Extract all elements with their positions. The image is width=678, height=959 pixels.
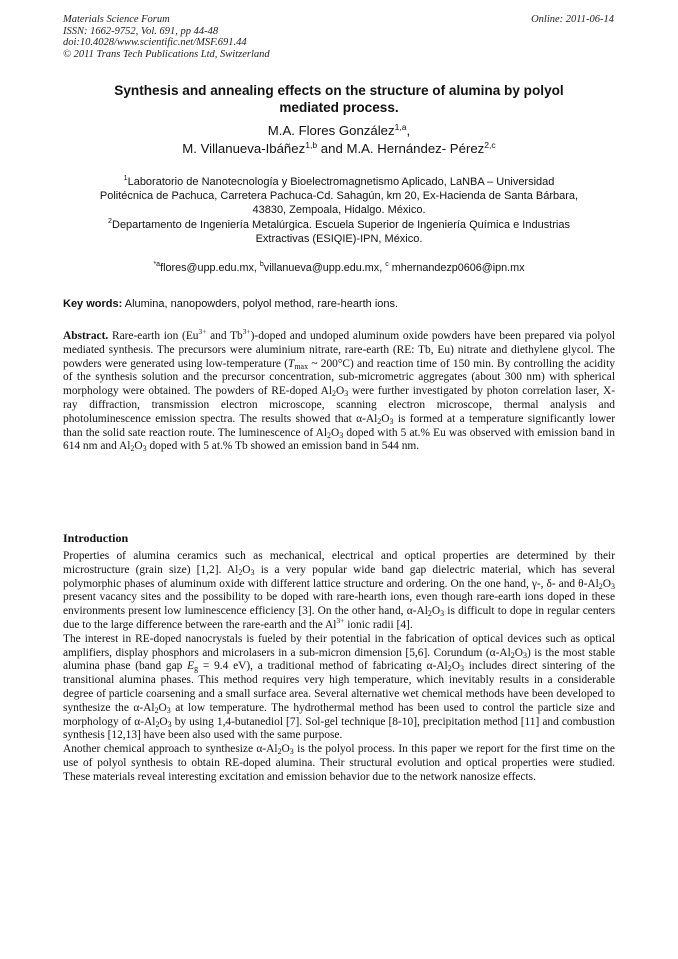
doi-line: doi:10.4028/www.scientific.net/MSF.691.44: [63, 37, 247, 48]
paper-title: [63, 82, 615, 116]
affiliation-1-line-3: 43830, Zempoala, Hidalgo. México.: [252, 204, 426, 217]
author-2: M. Villanueva-Ibáñez: [182, 141, 306, 156]
affiliations: [63, 175, 615, 246]
journal-header: [63, 14, 270, 60]
abstract-label: Abstract.: [63, 330, 109, 342]
online-date: Online: 2011-06-14: [531, 14, 614, 25]
affiliation-1-line-2: Politécnica de Pachuca, Carretera Pachuca-Cd. Sahagún, km 20, Ex-Hacienda de Santa Bárbara,: [99, 190, 579, 203]
author-3: M.A. Hernández- Pérez: [346, 141, 485, 156]
keywords: [63, 297, 615, 311]
keywords-text: Alumina, nanopowders, polyol method, rare-hearth ions.: [122, 298, 399, 310]
abstract: Abstract. Rare-earth ion ($Eu^{3+}$ and $Tb^{3+}$)-doped and undoped aluminum oxide powders have been prepared via polyol mediated synthesis. The precursors were aluminium nitrate, rare-earth (RE: Tb, Eu) nitrate and diethylene glycol. The powders were generated using low-temperature ($T_{max}$ ~ 200°C) and reaction time of 150 min. By controlling the acidity of the synthesis solution and the precursor concentration, sub-micrometric aggregates (about 300 nm) with spherical morphology were obtained. The powders of RE-doped $Al_2O_3$ were further investigated by photon correlation laser, X-ray diffraction, transmission electron microscope, scanning electron microscope, thermal analysis and photoluminescence emission spectra. The results showed that $\alpha-Al_2O_3$ is formed at a temperature significantly lower than the solid sate reaction route. The luminescence of $Al_2O_3$ doped with 5 at.% Eu was observed with emission band in 614 nm and $Al_2O_3$ doped with 5 at.% Tb showed an emission band in 544 nm.: [63, 327, 616, 454]
email-a[interactable]: flores@upp.edu.mx,: [160, 262, 260, 274]
author-line-1: M.A. Flores González$^{1,a}$,: [267, 122, 411, 138]
affiliation-2-line-2: Extractivas (ESIQIE)-IPN, México.: [255, 232, 423, 245]
author-1: M.A. Flores González: [267, 123, 395, 138]
intro-paragraph-2: The interest in RE-doped nanocrystals is fueled by their potential in the fabrication of optical devices such as optical amplifiers, display phosphors and microlasers in a sub-micron dimension [5,6]. Corundum $(\alpha-Al_2O_3)$ is the most stable alumina phase (band gap $E_g = 9.4$ eV), a traditional method of fabricating $\alpha-Al_2O_3$ includes direct sintering of the transitional alumina phases. This method requires very high temperature, which inevitably results in a considerable degree of particle coarsening and a small surface area. Several alternative wet chemical methods have been developed to synthesize the $\alpha-Al_2O_3$ at low temperature. The hydrothermal method has been used to control the particle size and morphology of $\alpha-Al_2O_3$ by using 1,4-butanediol [7]. Sol-gel technique [8-10], precipitation method [11] and combustion synthesis [12,13] have been also used with the same purpose.: [63, 632, 616, 742]
introduction-body: [63, 550, 615, 785]
intro-paragraph-1: Properties of alumina ceramics such as mechanical, electrical and optical properties are determined by their microstructure (grain size) [1,2]. $Al_2O_3$ is a very popular wide band gap dielectric material, which has several polymorphic phases of aluminum oxide with different lattice structure and ordering. On the one hand, γ-, δ- and $\theta-Al_2O_3$ present vacancy sites and the possibility to be doped with rare-hearth ions, even though rare-earth ions doped in these environments present low luminescence efficiency [3]. On the other hand, $\alpha-Al_2O_3$ is difficult to dope in regular centers due to the large difference between the rare-earth and the $Al^{3+}$ ionic radii [4].: [63, 550, 616, 631]
affiliation-2-line-1: $^2$Departamento de Ingeniería Metalúrgica. Escuela Superior de Ingeniería Química e Industrias: [108, 216, 570, 231]
introduction-heading: Introduction: [63, 531, 129, 545]
issn-line: ISSN: 1662-9752, Vol. 691, pp 44-48: [63, 25, 219, 37]
journal-name: Materials Science Forum: [63, 14, 170, 25]
affiliation-1-line-1: $^1$Laboratorio de Nanotecnología y Bioelectromagnetismo Aplicado, LaNBA – Universidad: [123, 174, 555, 188]
author-2-affil: 1,b: [305, 140, 318, 150]
author-list: [63, 122, 615, 158]
copyright-line: © 2011 Trans Tech Publications Ltd, Switzerland: [63, 48, 270, 60]
email-b[interactable]: villanueva@upp.edu.mx,: [263, 262, 386, 274]
intro-paragraph-3: Another chemical approach to synthesize $\alpha-Al_2O_3$ is the polyol process. In this paper we report for the first time on the use of polyol synthesis to obtain RE-doped alumina. Their structural evolution and optical properties were studied. These materials reveal interesting excitation and emission behavior due to the network nanosize effects.: [63, 743, 615, 783]
author-emails: $^{*a}$flores@upp.edu.mx, $^b$villanueva@upp.edu.mx, $^c$ mhernandezp0606@ipn.mx: [153, 261, 525, 274]
author-3-affil: 2,c: [484, 140, 496, 150]
author-1-affil: 1,a: [394, 122, 407, 132]
email-c[interactable]: mhernandezp0606@ipn.mx: [388, 262, 525, 274]
author-line-2: M. Villanueva-Ibáñez$^{1,b}$ and M.A. Hernández- Pérez$^{2,c}$: [182, 140, 496, 156]
title-line-2: mediated process.: [279, 100, 399, 115]
title-line-1: Synthesis and annealing effects on the structure of alumina by polyol: [114, 83, 564, 98]
keywords-label: Key words:: [63, 298, 123, 310]
